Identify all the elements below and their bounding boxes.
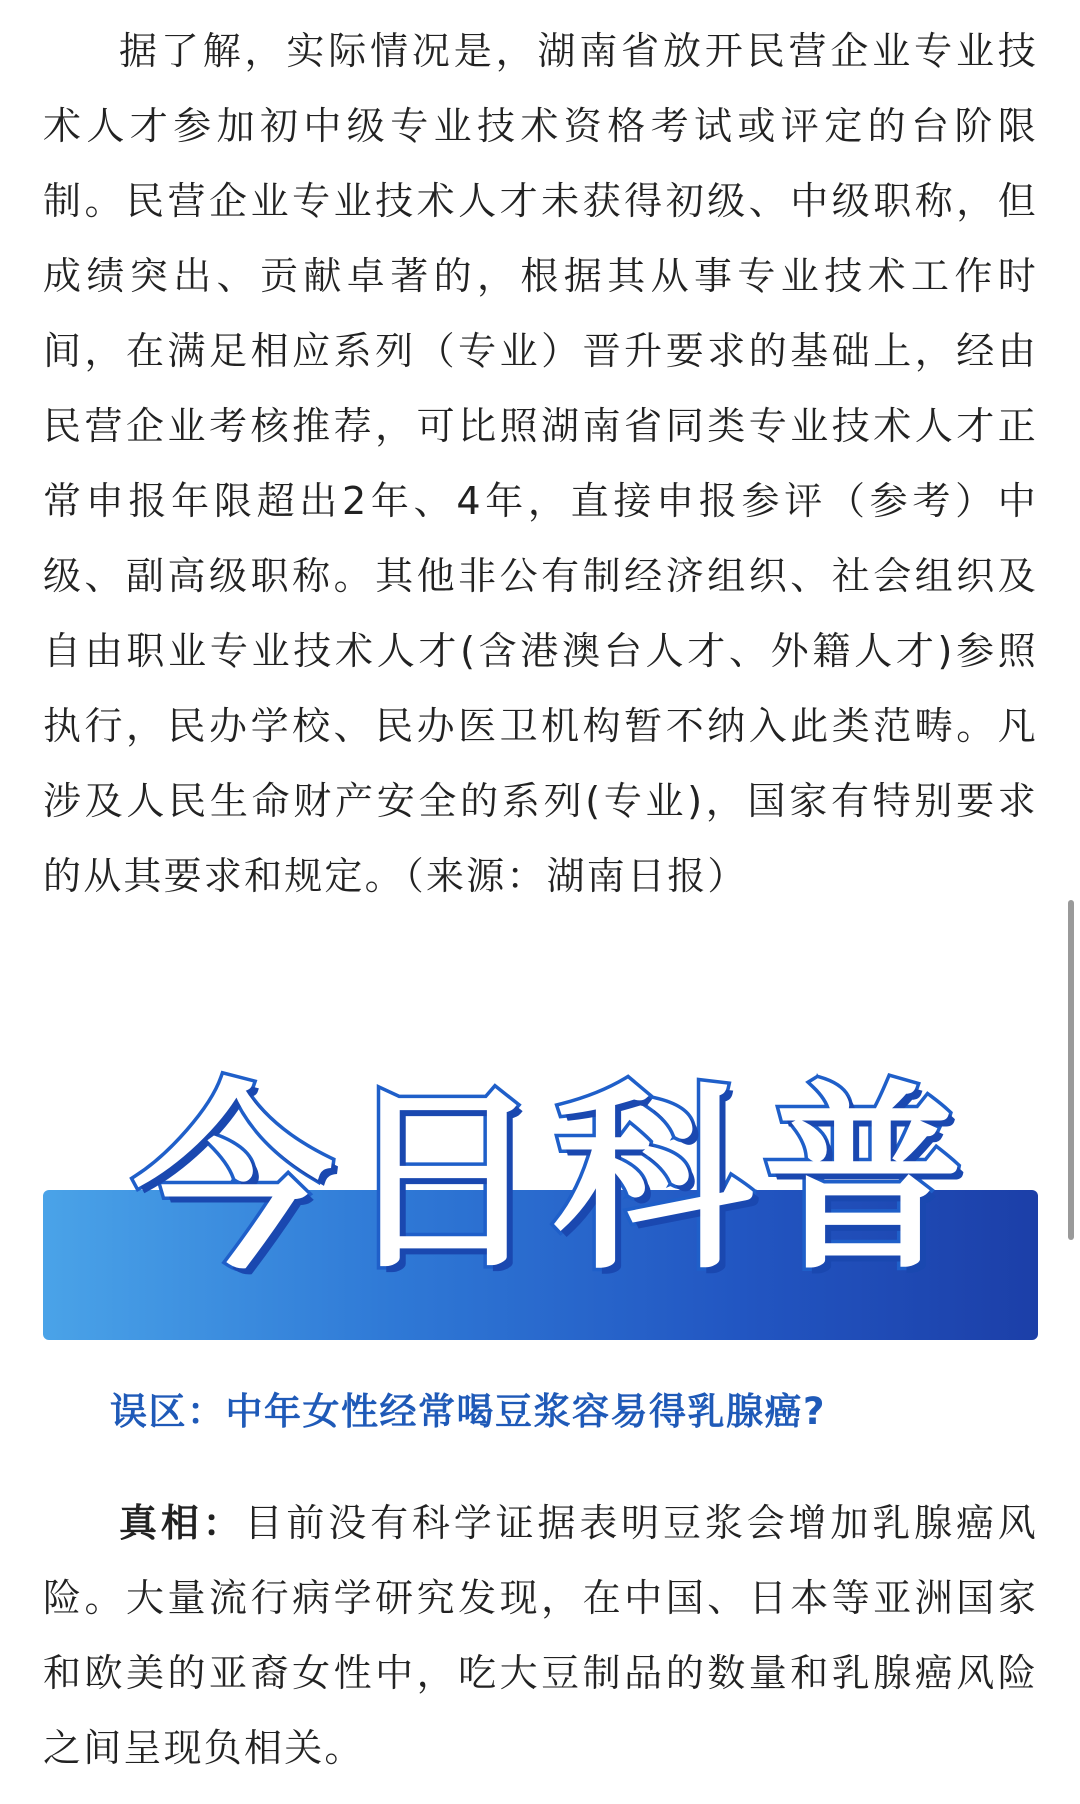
myth-heading: 误区：中年女性经常喝豆浆容易得乳腺癌? [110, 1390, 826, 1433]
scrollbar-thumb[interactable] [1068, 900, 1074, 1240]
science-banner [43, 1050, 1038, 1340]
truth-label: 真相： [119, 1501, 245, 1545]
truth-paragraph [43, 1486, 1038, 1786]
truth-text: 目前没有科学证据表明豆浆会增加乳腺癌风险。大量流行病学研究发现，在中国、日本等亚洲国家和欧美的亚裔女性中，吃大豆制品的数量和乳腺癌风险之间呈现负相关。 [43, 1501, 1038, 1770]
article-paragraph: 据了解，实际情况是，湖南省放开民营企业专业技术人才参加初中级专业技术资格考试或评定的台阶限制。民营企业专业技术人才未获得初级、中级职称，但成绩突出、贡献卓著的，根据其从事专业技术工作时间，在满足相应系列（专业）晋升要求的基础上，经由民营企业考核推荐，可比照湖南省同类专业技术人才正常申报年限超出2年、4年，直接申报参评（参考）中级、副高级职称。其他非公有制经济组织、社会组织及自由职业专业技术人才(含港澳台人才、外籍人才)参照执行，民办学校、民办医卫机构暂不纳入此类范畴。凡涉及人民生命财产安全的系列(专业)，国家有特别要求的从其要求和规定。（来源：湖南日报） [43, 29, 1038, 898]
banner-title: 今日科普 [133, 1062, 974, 1297]
